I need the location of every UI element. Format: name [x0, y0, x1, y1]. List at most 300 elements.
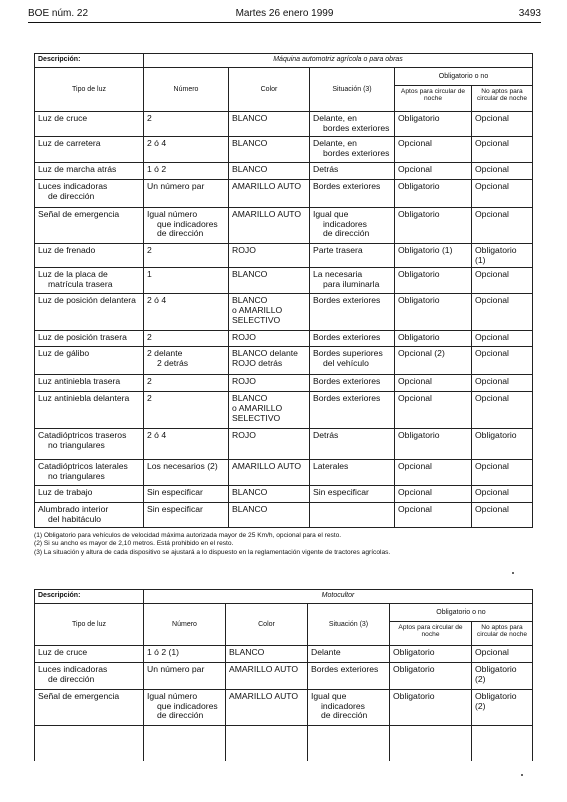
cell-no-aptos-line: Opcional [475, 348, 509, 359]
cell-aptos-line: Obligatorio [398, 430, 440, 441]
cell-numero [144, 375, 229, 392]
cell-numero-line: Sin especificar [147, 487, 203, 498]
stray-mark [512, 572, 514, 574]
cell-tipo-line: Luz de posición delantera [38, 295, 136, 306]
cell-no-aptos-line: Obligatorio [475, 430, 517, 441]
cell-situacion-line: Sin especificar [313, 487, 369, 498]
table-row [35, 163, 533, 180]
cell-no-aptos-line: Opcional [475, 461, 509, 472]
table-row [35, 429, 533, 460]
cell-numero [144, 137, 229, 163]
col-header-color: Color [229, 68, 310, 112]
cell-color [229, 392, 310, 429]
cell-aptos [395, 429, 472, 460]
cell-no-aptos-line: Opcional [475, 647, 509, 657]
col-header-no-aptos: No aptos para circular de noche [472, 622, 533, 646]
cell-color [226, 690, 308, 726]
cell-situacion [310, 429, 395, 460]
footnote: (2) Si su ancho es mayor de 2,10 metros. Está prohibido en el resto. [34, 540, 234, 548]
cell-tipo-line: Señal de emergencia [38, 209, 120, 219]
cell-aptos-line: Obligatorio [398, 181, 440, 191]
cell-aptos-line: Opcional [398, 164, 432, 174]
cell-tipo [35, 392, 144, 429]
cell-tipo-line: Catadióptricos laterales [38, 461, 128, 472]
cell-tipo [35, 137, 144, 163]
cell-numero-line: 2 ó 4 [147, 295, 167, 306]
cell-tipo [35, 244, 144, 268]
cell-situacion [308, 646, 390, 663]
cell-numero-line: de dirección [157, 228, 204, 239]
cell-numero-line: Igual número [147, 209, 198, 219]
cell-aptos-line: Obligatorio [398, 269, 440, 280]
cell-situacion [310, 294, 395, 331]
cell-tipo-line: Luz de cruce [38, 647, 88, 657]
cell-aptos [395, 392, 472, 429]
cell-color [229, 137, 310, 163]
cell-situacion-line: Parte trasera [313, 245, 363, 255]
cell-tipo [35, 429, 144, 460]
col-header-aptos: Aptos para circular de noche [390, 622, 472, 646]
cell-no-aptos-line: Obligatorio (2) [475, 664, 517, 684]
table-row [35, 268, 533, 294]
cell-numero-line: 1 ó 2 (1) [147, 647, 180, 657]
table-row [35, 347, 533, 375]
empty-cell [472, 726, 533, 761]
cell-color-line: BLANCO [232, 138, 268, 148]
cell-tipo-line: Luces indicadoras [38, 181, 108, 191]
cell-no-aptos-line: Opcional [475, 393, 509, 404]
cell-no-aptos [472, 331, 533, 347]
cell-numero [144, 690, 226, 726]
cell-tipo [35, 163, 144, 180]
cell-no-aptos [472, 663, 533, 690]
cell-situacion [310, 163, 395, 180]
cell-color [229, 112, 310, 137]
cell-numero [144, 180, 229, 208]
footnotes [34, 532, 534, 557]
cell-numero-line: 2 [147, 113, 152, 123]
cell-aptos-line: Opcional [398, 461, 432, 472]
cell-numero-line: Un número par [147, 181, 205, 191]
cell-no-aptos-line: Opcional [475, 295, 509, 306]
cell-numero-line: que indicadores [157, 218, 218, 229]
cell-no-aptos [472, 180, 533, 208]
cell-tipo-line: Luz de gálibo [38, 348, 90, 359]
empty-cell [144, 726, 226, 761]
lights-table-motocultor [34, 589, 533, 761]
cell-color-line: o AMARILLO [232, 402, 283, 413]
cell-tipo-line: Luz antiniebla trasera [38, 376, 121, 387]
cell-aptos [395, 294, 472, 331]
cell-numero [144, 331, 229, 347]
cell-numero [144, 112, 229, 137]
cell-aptos-line: Obligatorio [398, 332, 440, 343]
cell-color [229, 268, 310, 294]
cell-no-aptos [472, 460, 533, 486]
cell-numero [144, 347, 229, 375]
cell-tipo [35, 268, 144, 294]
cell-no-aptos-line: Obligatorio (1) [475, 245, 517, 265]
cell-color-line: ROJO detrás [232, 357, 283, 368]
cell-situacion [310, 486, 395, 503]
cell-situacion [310, 375, 395, 392]
table-title: Máquina automotriz agrícola o para obras [144, 54, 533, 68]
cell-color [229, 208, 310, 244]
cell-no-aptos [472, 375, 533, 392]
cell-aptos [395, 163, 472, 180]
cell-situacion-line: Detrás [313, 164, 339, 174]
col-header-situacion: Situación (3) [310, 68, 395, 112]
cell-aptos-line: Obligatorio [393, 647, 435, 657]
cell-aptos-line: Opcional [398, 487, 432, 498]
cell-aptos-line: Opcional [398, 138, 432, 148]
header-rule [28, 22, 541, 23]
cell-aptos [395, 137, 472, 163]
cell-tipo [35, 646, 144, 663]
cell-aptos [395, 244, 472, 268]
cell-numero [144, 163, 229, 180]
description-label: Descripción: [35, 590, 144, 604]
cell-situacion-line: bordes exteriores [323, 147, 390, 158]
cell-color-line: BLANCO [229, 647, 265, 657]
description-label: Descripción: [35, 54, 144, 68]
cell-no-aptos-line: Opcional [475, 269, 509, 280]
cell-aptos [395, 347, 472, 375]
cell-no-aptos [472, 503, 533, 528]
cell-no-aptos [472, 244, 533, 268]
table-title: Motocultor [144, 590, 533, 604]
cell-numero [144, 208, 229, 244]
cell-aptos [395, 486, 472, 503]
cell-tipo-line: Luz de la placa de [38, 269, 108, 280]
cell-no-aptos [472, 690, 533, 726]
cell-aptos-line: Obligatorio (1) [398, 245, 453, 255]
cell-situacion-line: Delante [311, 647, 341, 657]
cell-color-line: BLANCO [232, 504, 268, 515]
cell-situacion-line: indicadores [321, 700, 365, 711]
empty-cell [390, 726, 472, 761]
cell-aptos [395, 375, 472, 392]
col-header-tipo: Tipo de luz [35, 68, 144, 112]
cell-situacion-line: Delante, en [313, 113, 357, 123]
cell-numero-line: 1 [147, 269, 152, 280]
cell-color-line: BLANCO [232, 295, 268, 306]
cell-color-line: ROJO [232, 430, 256, 441]
cell-color-line: BLANCO delante [232, 348, 298, 359]
cell-aptos [390, 646, 472, 663]
cell-color-line: ROJO [232, 245, 256, 255]
cell-color-line: AMARILLO AUTO [232, 181, 302, 191]
cell-situacion [308, 690, 390, 726]
cell-aptos-line: Obligatorio [393, 664, 435, 674]
cell-color [229, 294, 310, 331]
cell-situacion [310, 137, 395, 163]
cell-no-aptos [472, 429, 533, 460]
cell-situacion [310, 180, 395, 208]
cell-situacion-line: Igual que [313, 209, 349, 219]
cell-numero-line: 2 [147, 393, 152, 404]
cell-tipo-line: de dirección [48, 190, 95, 201]
cell-no-aptos [472, 112, 533, 137]
cell-numero-line: de dirección [157, 710, 204, 721]
table-row [35, 331, 533, 347]
cell-numero-line: 2 ó 4 [147, 138, 167, 148]
cell-color-line: BLANCO [232, 487, 268, 498]
cell-no-aptos [472, 208, 533, 244]
cell-color-line: SELECTIVO [232, 412, 281, 423]
cell-situacion-line: Laterales [313, 461, 349, 472]
cell-numero [144, 244, 229, 268]
cell-color-line: SELECTIVO [232, 314, 281, 325]
cell-aptos [395, 268, 472, 294]
cell-numero [144, 429, 229, 460]
col-header-obligatorio: Obligatorio o no [395, 68, 533, 86]
cell-tipo-line: Luz de posición trasera [38, 332, 127, 343]
cell-aptos [390, 690, 472, 726]
cell-color [229, 244, 310, 268]
cell-numero-line: 2 [147, 245, 152, 255]
cell-tipo-line: Luz antiniebla delantera [38, 393, 130, 404]
cell-numero-line: 1 ó 2 [147, 164, 167, 174]
cell-aptos [395, 180, 472, 208]
cell-tipo [35, 460, 144, 486]
col-header-obligatorio: Obligatorio o no [390, 604, 533, 622]
table-row [35, 244, 533, 268]
table-row [35, 503, 533, 528]
cell-situacion-line: Bordes exteriores [313, 376, 381, 387]
cell-tipo [35, 690, 144, 726]
cell-situacion-line: Detrás [313, 430, 339, 441]
cell-situacion-line: de dirección [321, 710, 368, 721]
cell-situacion-line: Bordes exteriores [313, 295, 381, 306]
cell-color-line: BLANCO [232, 164, 268, 174]
page-header [28, 8, 541, 22]
cell-situacion-line: indicadores [323, 218, 367, 229]
cell-no-aptos [472, 137, 533, 163]
cell-color [226, 646, 308, 663]
cell-situacion [310, 331, 395, 347]
cell-situacion-line: Bordes exteriores [313, 332, 381, 343]
cell-situacion-line: del vehículo [323, 357, 369, 368]
cell-situacion-line: Bordes exteriores [311, 664, 379, 674]
cell-numero [144, 486, 229, 503]
table-row [35, 294, 533, 331]
cell-aptos [395, 208, 472, 244]
cell-aptos-line: Opcional [398, 393, 432, 404]
cell-numero-line: 2 ó 4 [147, 430, 167, 441]
cell-no-aptos-line: Obligatorio (2) [475, 691, 517, 711]
cell-tipo [35, 375, 144, 392]
cell-color-line: ROJO [232, 332, 256, 343]
cell-color [229, 375, 310, 392]
col-header-aptos: Aptos para circular de noche [395, 86, 472, 112]
cell-aptos [395, 112, 472, 137]
cell-no-aptos [472, 294, 533, 331]
gazette-number: BOE núm. 22 [28, 8, 89, 19]
table-row [35, 392, 533, 429]
cell-tipo-line: Luz de trabajo [38, 487, 93, 498]
cell-situacion-line: de dirección [323, 228, 370, 239]
cell-numero [144, 268, 229, 294]
cell-no-aptos-line: Opcional [475, 504, 509, 515]
cell-color [229, 331, 310, 347]
cell-numero [144, 392, 229, 429]
cell-aptos-line: Opcional (2) [398, 348, 445, 359]
cell-tipo-line: Luz de carretera [38, 138, 101, 148]
cell-no-aptos [472, 268, 533, 294]
cell-color-line: ROJO [232, 376, 256, 387]
cell-aptos [395, 503, 472, 528]
cell-no-aptos-line: Opcional [475, 181, 509, 191]
cell-numero-line: que indicadores [157, 700, 218, 711]
table-row [35, 486, 533, 503]
cell-numero-line: Sin especificar [147, 504, 203, 515]
cell-numero-line: Un número par [147, 664, 205, 674]
cell-no-aptos-line: Opcional [475, 164, 509, 174]
cell-situacion [310, 347, 395, 375]
cell-situacion [310, 460, 395, 486]
cell-no-aptos-line: Opcional [475, 332, 509, 343]
cell-no-aptos-line: Opcional [475, 138, 509, 148]
cell-tipo [35, 208, 144, 244]
gazette-date: Martes 26 enero 1999 [235, 8, 334, 19]
cell-tipo-line: Luz de cruce [38, 113, 88, 123]
cell-color [226, 663, 308, 690]
cell-no-aptos [472, 392, 533, 429]
col-header-no-aptos: No aptos para circular de noche [472, 86, 533, 112]
footnote: (3) La situación y altura de cada dispositivo se ajustará a lo dispuesto en la reglamentación vigente de tractores agrícolas. [34, 548, 391, 556]
cell-aptos-line: Obligatorio [398, 113, 440, 123]
cell-tipo-line: Catadióptricos traseros [38, 430, 127, 441]
cell-color [229, 460, 310, 486]
cell-aptos [390, 663, 472, 690]
cell-situacion-line: para iluminarla [323, 278, 380, 289]
cell-numero-line: 2 [147, 376, 152, 387]
cell-numero-line: 2 delante [147, 348, 183, 359]
cell-tipo-line: Señal de emergencia [38, 691, 120, 701]
cell-situacion-line: bordes exteriores [323, 122, 390, 133]
cell-tipo-line: Luz de marcha atrás [38, 164, 117, 174]
cell-numero [144, 646, 226, 663]
cell-aptos [395, 460, 472, 486]
table-row [35, 663, 533, 690]
cell-situacion-line: Bordes exteriores [313, 181, 381, 191]
cell-situacion [308, 663, 390, 690]
cell-situacion-line: La necesaria [313, 269, 363, 280]
cell-situacion [310, 244, 395, 268]
cell-color [229, 180, 310, 208]
cell-color [229, 503, 310, 528]
cell-no-aptos-line: Opcional [475, 487, 509, 498]
table-row [35, 112, 533, 137]
table-row [35, 208, 533, 244]
cell-color-line: o AMARILLO [232, 304, 283, 315]
empty-cell [308, 726, 390, 761]
cell-tipo [35, 112, 144, 137]
cell-color-line: AMARILLO AUTO [229, 664, 299, 674]
cell-no-aptos [472, 163, 533, 180]
table-row-continuation [35, 726, 533, 761]
cell-numero [144, 503, 229, 528]
cell-situacion-line: Igual que [311, 691, 347, 701]
cell-no-aptos-line: Opcional [475, 113, 509, 123]
cell-situacion-line: Bordes superiores [313, 348, 383, 359]
cell-color-line: AMARILLO AUTO [229, 691, 299, 701]
page-number: 3493 [518, 8, 541, 19]
cell-tipo-line: no triangulares [48, 439, 105, 450]
cell-tipo-line: de dirección [48, 673, 95, 684]
cell-numero-line: 2 [147, 332, 152, 343]
col-header-tipo: Tipo de luz [35, 604, 144, 646]
cell-numero [144, 460, 229, 486]
table-row [35, 460, 533, 486]
cell-color [229, 486, 310, 503]
cell-situacion-line: Bordes exteriores [313, 393, 381, 404]
cell-tipo-line: Alumbrado interior [38, 504, 109, 515]
table-row [35, 180, 533, 208]
cell-situacion [310, 208, 395, 244]
cell-color [229, 347, 310, 375]
cell-color-line: AMARILLO AUTO [232, 209, 302, 219]
cell-tipo [35, 347, 144, 375]
cell-numero-line: Los necesarios (2) [147, 461, 218, 472]
empty-cell [35, 726, 144, 761]
footnote: (1) Obligatorio para vehículos de velocidad máxima autorizada mayor de 25 Km/h, opcional para el resto. [34, 532, 342, 539]
cell-no-aptos-line: Opcional [475, 209, 509, 219]
cell-situacion-line: Delante, en [313, 138, 357, 148]
cell-tipo-line: Luz de frenado [38, 245, 96, 255]
table-row [35, 646, 533, 663]
cell-tipo [35, 331, 144, 347]
col-header-numero: Número [144, 604, 226, 646]
cell-no-aptos [472, 347, 533, 375]
cell-aptos [395, 331, 472, 347]
col-header-situacion: Situación (3) [308, 604, 390, 646]
cell-tipo [35, 663, 144, 690]
cell-color-line: BLANCO [232, 269, 268, 280]
cell-color-line: BLANCO [232, 113, 268, 123]
lights-table-machine [34, 53, 533, 528]
cell-aptos-line: Obligatorio [398, 209, 440, 219]
cell-numero [144, 294, 229, 331]
cell-situacion [310, 268, 395, 294]
cell-tipo [35, 503, 144, 528]
cell-numero [144, 663, 226, 690]
cell-tipo-line: del habitáculo [48, 513, 102, 524]
cell-color [229, 429, 310, 460]
cell-tipo [35, 486, 144, 503]
cell-no-aptos-line: Opcional [475, 376, 509, 387]
empty-cell [226, 726, 308, 761]
cell-aptos-line: Opcional [398, 504, 432, 515]
col-header-color: Color [226, 604, 308, 646]
cell-tipo-line: Luces indicadoras [38, 664, 108, 674]
cell-tipo-line: no triangulares [48, 470, 105, 481]
cell-no-aptos [472, 486, 533, 503]
cell-tipo [35, 180, 144, 208]
cell-situacion [310, 392, 395, 429]
cell-aptos-line: Opcional [398, 376, 432, 387]
cell-no-aptos [472, 646, 533, 663]
cell-numero-line: Igual número [147, 691, 198, 701]
table-row [35, 375, 533, 392]
cell-situacion [310, 112, 395, 137]
cell-aptos-line: Obligatorio [398, 295, 440, 306]
table-row [35, 690, 533, 726]
cell-tipo [35, 294, 144, 331]
stray-mark [521, 774, 523, 776]
cell-color-line: AMARILLO AUTO [232, 461, 302, 472]
